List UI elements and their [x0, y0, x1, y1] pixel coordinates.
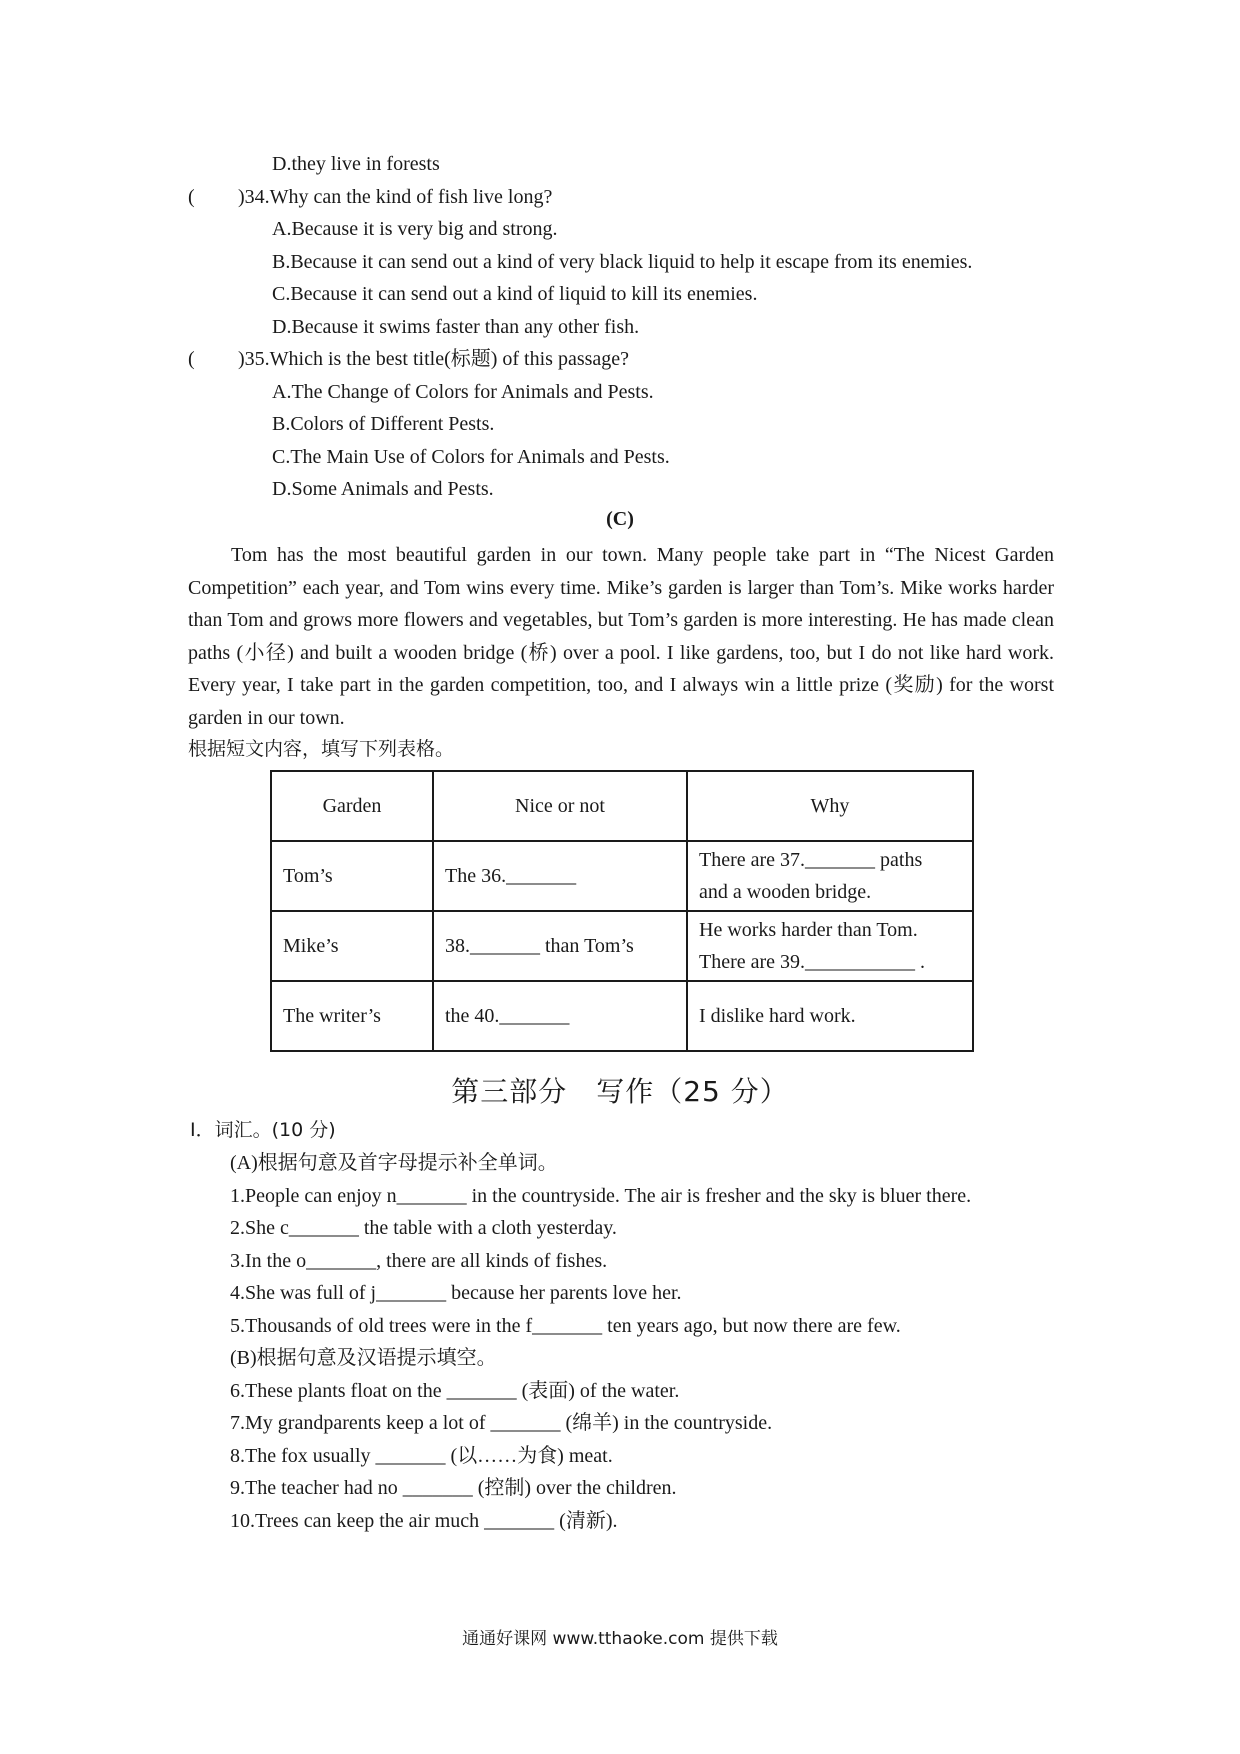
- garden-table: [270, 770, 974, 1052]
- vocab-sub-a: (A)根据句意及首字母提示补全单词。: [230, 1152, 558, 1174]
- q34-option-d: D.Because it swims faster than any other fish.: [272, 316, 640, 338]
- header-nice-or-not: Nice or not: [433, 771, 687, 841]
- q35-answer-paren: (: [188, 348, 195, 370]
- section-c-label: (C): [606, 508, 634, 530]
- vocab-sub-b: (B)根据句意及汉语提示填空。: [230, 1347, 497, 1369]
- vocab-item-6: 6.These plants float on the _______ (表面) of the water.: [230, 1380, 680, 1402]
- vocab-item-3: 3.In the o_______, there are all kinds of fishes.: [230, 1250, 608, 1272]
- header-why: Why: [687, 771, 973, 841]
- q33-option-d: D.they live in forests: [272, 153, 440, 175]
- vocab-item-5: 5.Thousands of old trees were in the f_______ ten years ago, but now there are few.: [230, 1315, 901, 1337]
- cell-garden: The writer’s: [271, 981, 433, 1051]
- cell-why: [687, 841, 973, 911]
- cell-nice: The 36._______: [433, 841, 687, 911]
- q34-option-c: C.Because it can send out a kind of liquid to kill its enemies.: [272, 283, 758, 305]
- vocab-item-7: 7.My grandparents keep a lot of _______ (绵羊) in the countryside.: [230, 1412, 773, 1434]
- q35-option-a: A.The Change of Colors for Animals and Pests.: [272, 381, 654, 403]
- table-row: [271, 841, 973, 911]
- q35-option-d: D.Some Animals and Pests.: [272, 478, 494, 500]
- part3-title: 第三部分 写作（25 分）: [451, 1075, 789, 1108]
- table-header-row: [271, 771, 973, 841]
- why-line-2: There are 39.___________ .: [699, 951, 926, 973]
- vocab-item-9: 9.The teacher had no _______ (控制) over the children.: [230, 1477, 677, 1499]
- why-line-1: There are 37._______ paths: [699, 849, 923, 871]
- cell-nice: the 40._______: [433, 981, 687, 1051]
- q34-option-b: B.Because it can send out a kind of very black liquid to help it escape from its enemies.: [272, 251, 973, 273]
- cell-nice: 38._______ than Tom’s: [433, 911, 687, 981]
- vocab-heading: Ⅰ．词汇。(10 分): [190, 1119, 336, 1141]
- q34-answer-paren: (: [188, 186, 195, 208]
- vocab-item-4: 4.She was full of j_______ because her parents love her.: [230, 1282, 682, 1304]
- footer-source: 通通好课网 www.tthaoke.com 提供下载: [462, 1629, 778, 1649]
- vocab-item-10: 10.Trees can keep the air much _______ (清新).: [230, 1510, 618, 1532]
- q34-stem: )34.Why can the kind of fish live long?: [238, 186, 553, 208]
- cell-garden: Mike’s: [271, 911, 433, 981]
- q35-option-c: C.The Main Use of Colors for Animals and Pests.: [272, 446, 670, 468]
- vocab-item-8: 8.The fox usually _______ (以……为食) meat.: [230, 1445, 613, 1467]
- table-row: [271, 911, 973, 981]
- cell-garden: Tom’s: [271, 841, 433, 911]
- why-line-1: I dislike hard work.: [699, 1005, 856, 1027]
- cell-why: [687, 911, 973, 981]
- header-garden: Garden: [271, 771, 433, 841]
- q35-stem: )35.Which is the best title(标题) of this passage?: [238, 348, 630, 370]
- section-c-passage: Tom has the most beautiful garden in our town. Many people take part in “The Nicest Garden Competition” each year, and Tom wins every time. Mike’s garden is larger than Tom’s. Mike works harder than Tom and grows more flowers and vegetables, but Tom’s garden is more interesting. He has made clean paths (小径) and built a wooden bridge (桥) over a pool. I like gardens, too, but I do not like hard work. Every year, I take part in the garden competition, too, and I always win a little prize (奖励) for the worst garden in our town.: [188, 544, 1054, 729]
- cell-why: [687, 981, 973, 1051]
- why-line-1: He works harder than Tom.: [699, 919, 918, 941]
- vocab-item-2: 2.She c_______ the table with a cloth yesterday.: [230, 1217, 617, 1239]
- vocab-item-1: 1.People can enjoy n_______ in the countryside. The air is fresher and the sky is bluer there.: [230, 1185, 972, 1207]
- q35-option-b: B.Colors of Different Pests.: [272, 413, 495, 435]
- q34-option-a: A.Because it is very big and strong.: [272, 218, 558, 240]
- table-instruction: 根据短文内容，填写下列表格。: [188, 738, 455, 760]
- why-line-2: and a wooden bridge.: [699, 881, 872, 903]
- table-row: [271, 981, 973, 1051]
